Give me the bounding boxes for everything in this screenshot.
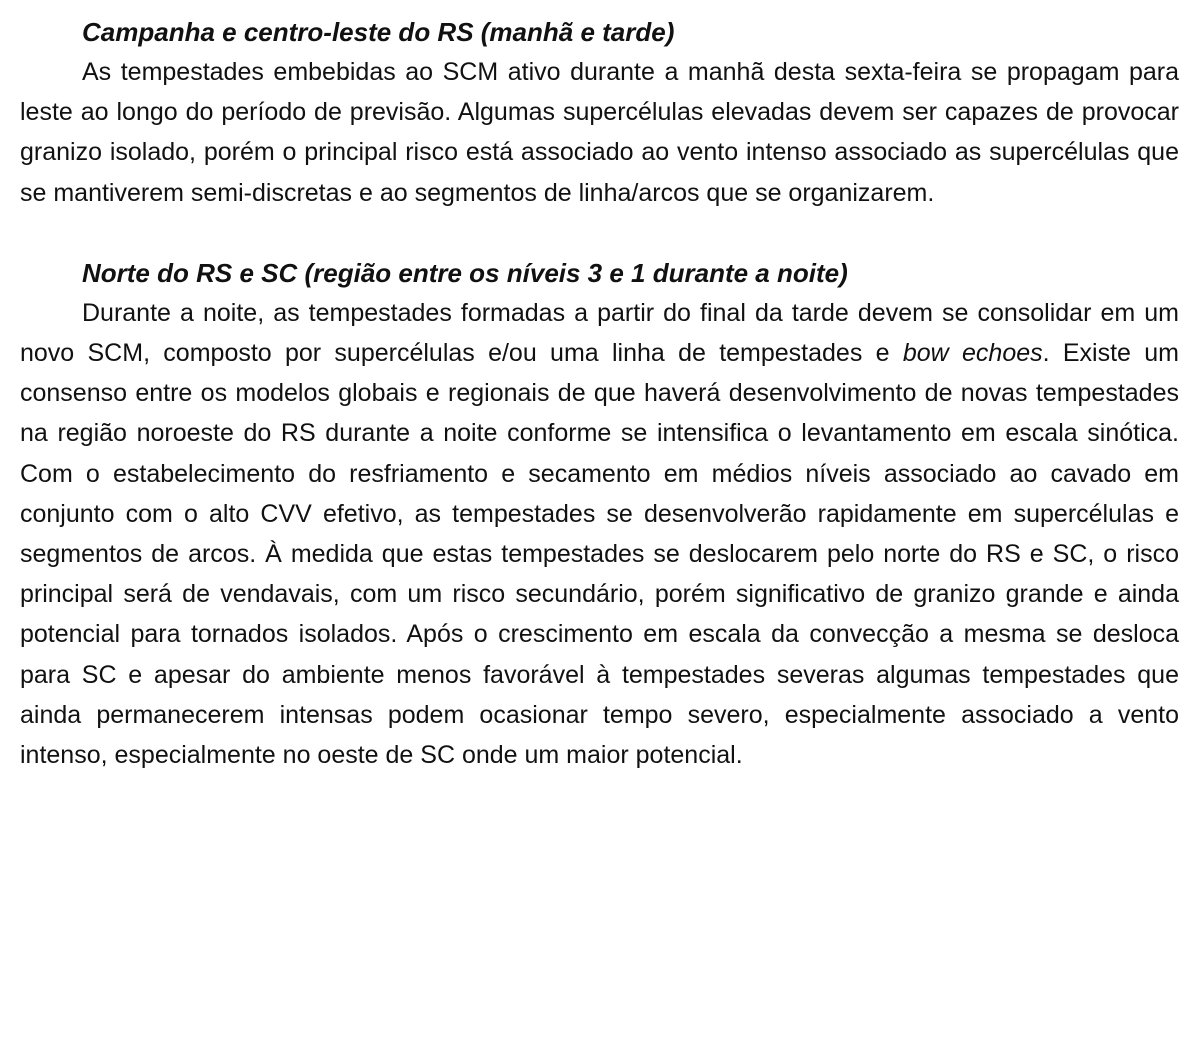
forecast-section-campanha [20,12,1179,213]
forecast-section-norte-rs-sc [20,253,1179,775]
section-paragraph [20,293,1179,775]
paragraph-text-before-italic: Durante a noite, as tempestades formadas a partir do final da tarde devem se consolidar em um novo SCM, composto por supercélulas e/ou uma linha de tempestades e [20,298,1179,368]
document-page [20,12,1179,775]
section-heading: Campanha e centro-leste do RS (manhã e tarde) [82,17,675,47]
italic-term: bow echoes [902,339,1043,368]
paragraph-text-after-italic: . Existe um consenso entre os modelos globais e regionais de que haverá desenvolvimento de novas tempestades na região noroeste do RS durante a noite conforme se intensifica o levantamento em escala sinótica. Com o estabelecimento do resfriamento e secamento em médios níveis associado ao cavado em conjunto com o alto CVV efetivo, as tempestades se desenvolverão rapidamente em supercélulas e segmentos de arcos. À medida que estas tempestades se deslocarem pelo norte do RS e SC, o risco principal será de vendavais, com um risco secundário, porém significativo de granizo grande e ainda potencial para tornados isolados. Após o crescimento em escala da convecção a mesma se desloca para SC e apesar do ambiente menos favorável à tempestades severas algumas tempestades que ainda permanecerem intensas podem ocasionar tempo severo, especialmente associado a vento intenso, especialmente no oeste de SC onde um maior potencial. [20,339,1179,770]
section-heading: Norte do RS e SC (região entre os níveis 3 e 1 durante a noite) [82,257,848,288]
section-paragraph: As tempestades embebidas ao SCM ativo durante a manhã desta sexta-feira se propagam para leste ao longo do período de previsão. Algumas supercélulas elevadas devem ser capazes de provocar granizo isolado, porém o principal risco está associado ao vento intenso associado as supercélulas que se mantiverem semi-discretas e ao segmentos de linha/arcos que se organizarem. [20,58,1179,207]
